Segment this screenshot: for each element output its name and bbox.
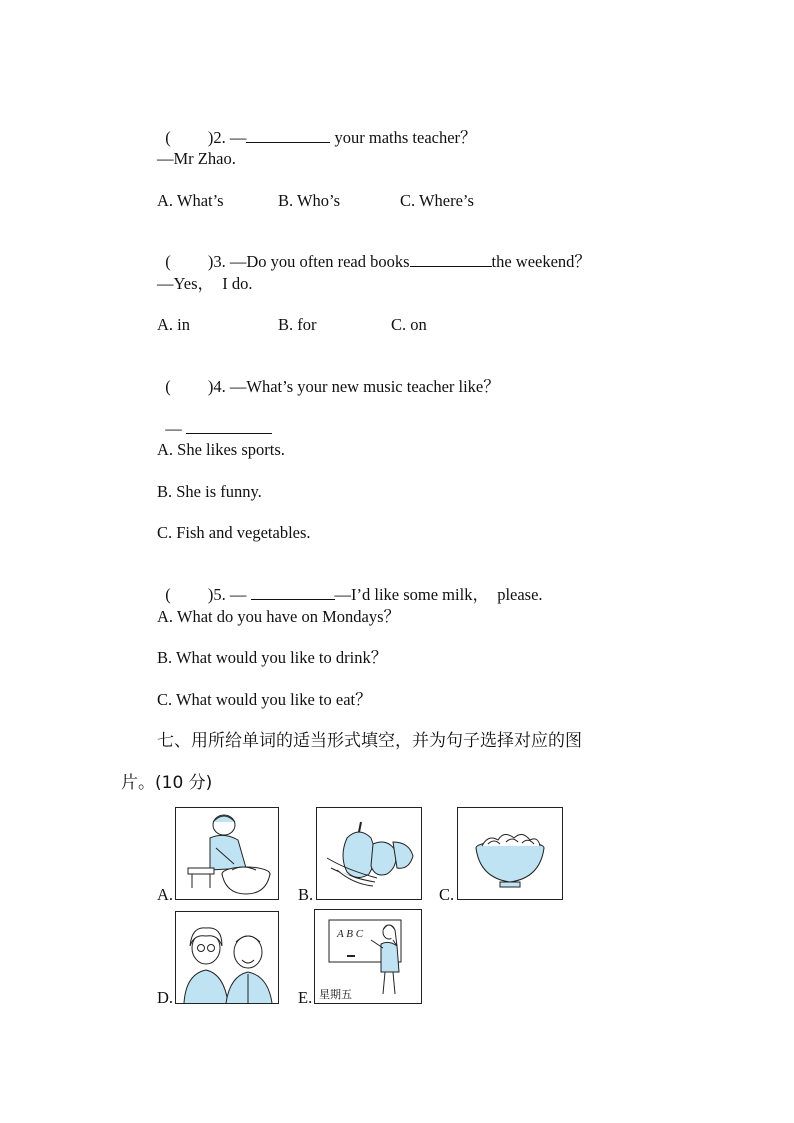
option-c[interactable]: C. on [391, 315, 427, 334]
picture-a[interactable] [175, 807, 279, 900]
board-text: A B C [337, 928, 364, 940]
grandparents-icon [176, 912, 278, 1003]
boy-washing-clothes-icon [176, 808, 278, 899]
q5-stem-suffix: —I’d like some milk， please. [334, 585, 543, 604]
picture-a-label: A. [157, 885, 174, 904]
q3-stem-prefix: 3. —Do you often read books [213, 252, 410, 271]
q3-stem-suffix: the weekend？ [491, 252, 591, 271]
q2-stem-prefix: 2. — [213, 128, 247, 147]
picture-d[interactable] [175, 911, 279, 1004]
q4-option-b[interactable]: B. She is funny. [157, 482, 262, 501]
answer-paren: ( ) [165, 252, 214, 271]
picture-c-label: C. [439, 885, 455, 904]
q5-stem-prefix: 5. — [213, 585, 251, 604]
answer-paren: ( ) [165, 377, 214, 396]
q4-option-a[interactable]: A. She likes sports. [157, 440, 285, 459]
fill-blank[interactable] [251, 585, 335, 600]
q3-options [157, 315, 557, 335]
weekday-caption: 星期五 [319, 988, 352, 1001]
q4-answer [157, 399, 272, 439]
fill-blank[interactable] [410, 252, 492, 267]
option-b[interactable]: B. for [278, 315, 317, 334]
noodle-bowl-icon [458, 808, 562, 899]
section-7-heading-line1: 七、用所给单词的适当形式填空，并为句子选择对应的图 [157, 731, 582, 751]
answer-paren: ( ) [165, 585, 214, 604]
fill-blank[interactable] [186, 419, 272, 434]
q4-option-c[interactable]: C. Fish and vegetables. [157, 523, 311, 542]
q5-option-c[interactable]: C. What would you like to eat？ [157, 690, 372, 709]
picture-c[interactable] [457, 807, 563, 900]
q3-answer: —Yes， I do. [157, 274, 253, 293]
q4-answer-prefix: — [165, 419, 186, 438]
picture-e[interactable] [314, 909, 422, 1004]
fill-blank[interactable] [246, 128, 330, 143]
answer-paren: ( ) [165, 128, 214, 147]
q4-stem-text: 4. —What’s your new music teacher like？ [213, 377, 500, 396]
option-a[interactable]: A. in [157, 315, 190, 334]
q2-stem-suffix: your maths teacher？ [330, 128, 477, 147]
picture-b[interactable] [316, 807, 422, 900]
question-3-stem [157, 232, 591, 272]
q2-options [157, 191, 557, 211]
q5-option-b[interactable]: B. What would you like to drink？ [157, 648, 388, 667]
picture-b-label: B. [298, 885, 314, 904]
option-a[interactable]: A. What’s [157, 191, 224, 210]
question-2-stem [157, 108, 477, 148]
picture-d-label: D. [157, 988, 174, 1007]
section-7-heading-line2: 片。(10 分) [121, 773, 213, 793]
peppers-vegetables-icon [317, 808, 421, 899]
picture-e-label: E. [298, 988, 313, 1007]
option-c[interactable]: C. Where’s [400, 191, 474, 210]
question-5-stem [157, 565, 543, 605]
question-4-stem [157, 357, 500, 397]
q2-answer: —Mr Zhao. [157, 149, 236, 168]
q5-option-a[interactable]: A. What do you have on Mondays？ [157, 607, 401, 626]
option-b[interactable]: B. Who’s [278, 191, 341, 210]
